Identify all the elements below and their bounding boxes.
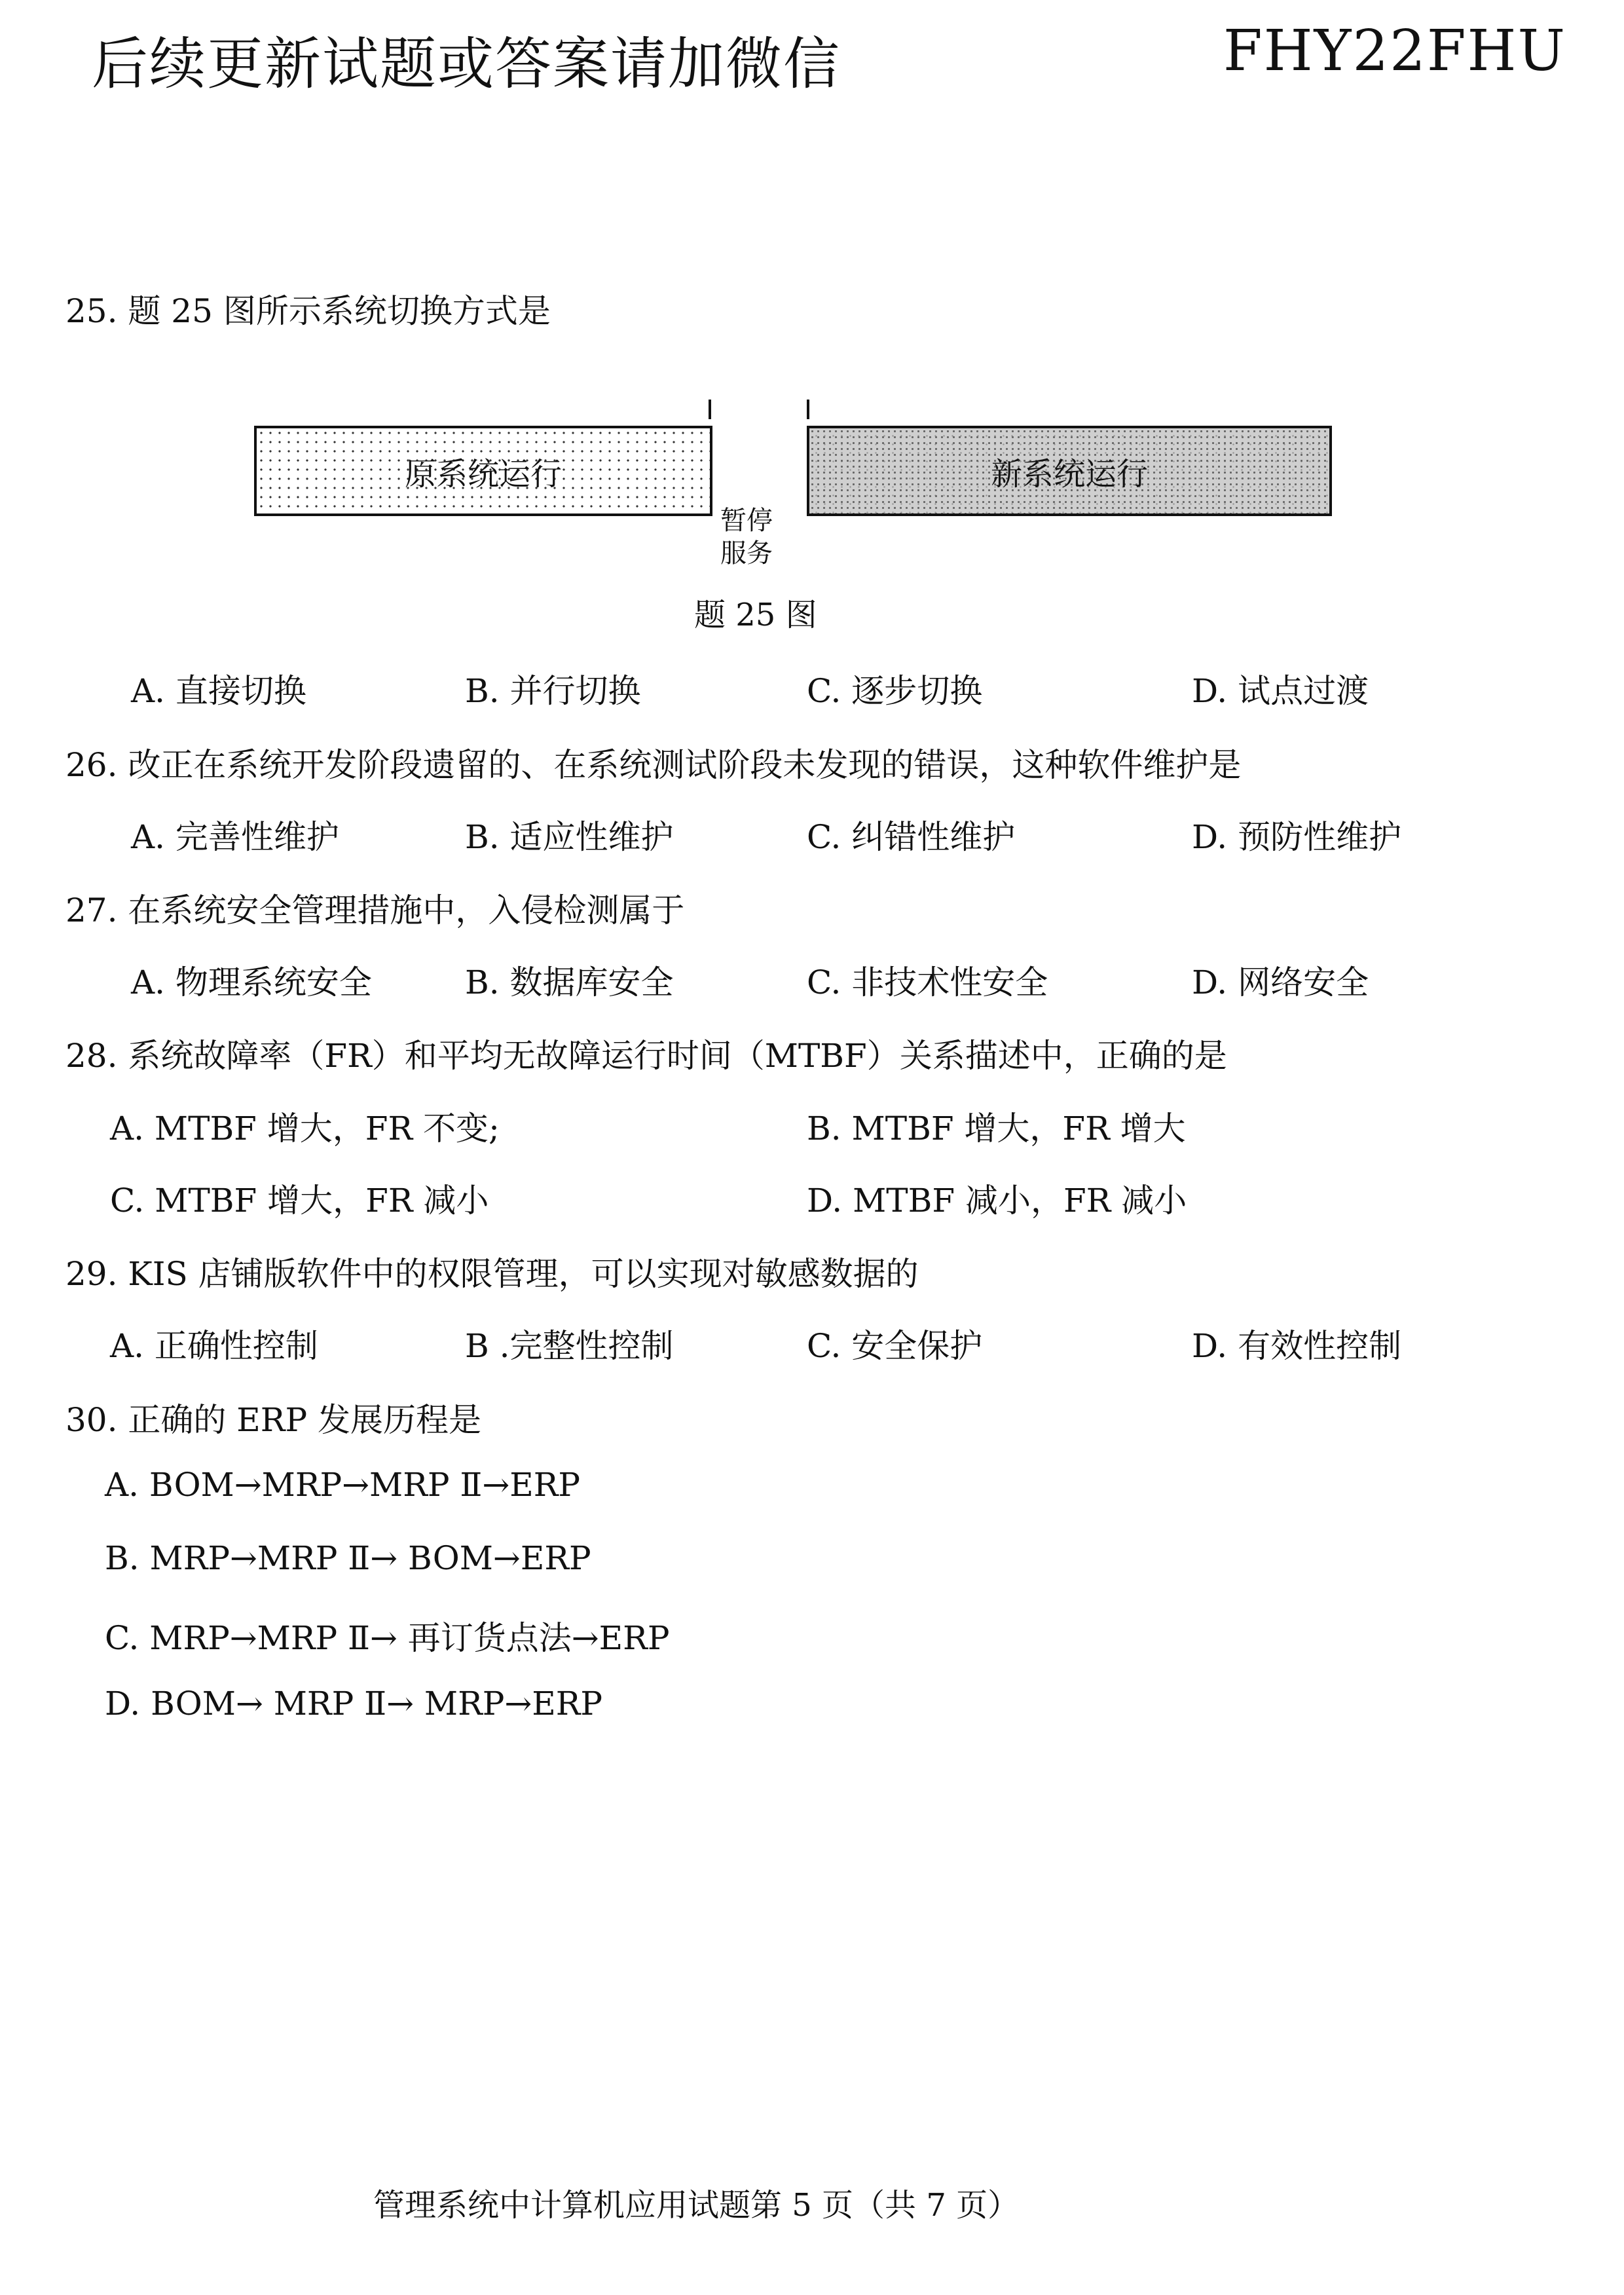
q27-option-d: D. 网络安全 xyxy=(1192,963,1369,1001)
q30-option-c: C. MRP→MRP Ⅱ→ 再订货点法→ERP xyxy=(105,1619,670,1657)
switch-tick-left xyxy=(709,400,711,419)
question-27-stem: 27. 在系统安全管理措施中，入侵检测属于 xyxy=(65,891,685,929)
old-system-box xyxy=(254,426,712,516)
q29-option-b: B .完整性控制 xyxy=(465,1327,674,1365)
question-28-stem: 28. 系统故障率（FR）和平均无故障运行时间（MTBF）关系描述中，正确的是 xyxy=(65,1037,1227,1075)
system-switch-figure xyxy=(249,400,1349,596)
q27-option-a: A. 物理系统安全 xyxy=(131,963,372,1001)
q25-option-a: A. 直接切换 xyxy=(131,672,306,710)
q30-option-b: B. MRP→MRP Ⅱ→ BOM→ERP xyxy=(105,1539,591,1577)
q29-option-c: C. 安全保护 xyxy=(807,1327,983,1365)
banner-text: 后续更新试题或答案请加微信 xyxy=(92,31,841,97)
page-footer: 管理系统中计算机应用试题第 5 页（共 7 页） xyxy=(373,2187,1020,2224)
question-25-stem: 25. 题 25 图所示系统切换方式是 xyxy=(65,292,551,330)
question-29-stem: 29. KIS 店铺版软件中的权限管理，可以实现对敏感数据的 xyxy=(65,1255,919,1293)
q26-option-a: A. 完善性维护 xyxy=(131,818,339,856)
pause-line-2: 服务 xyxy=(720,538,773,569)
q26-option-c: C. 纠错性维护 xyxy=(807,818,1016,856)
question-26-stem: 26. 改正在系统开发阶段遗留的、在系统测试阶段未发现的错误，这种软件维护是 xyxy=(65,746,1242,784)
figure-caption: 题 25 图 xyxy=(694,597,817,633)
new-system-box xyxy=(807,426,1332,516)
banner-code: FHY22FHU xyxy=(1223,18,1567,84)
q29-option-a: A. 正确性控制 xyxy=(110,1327,318,1365)
question-30-stem: 30. 正确的 ERP 发展历程是 xyxy=(65,1401,481,1439)
new-system-label: 新系统运行 xyxy=(990,455,1148,493)
q28-option-d: D. MTBF 减小，FR 减小 xyxy=(807,1182,1187,1220)
pause-line-1: 暂停 xyxy=(720,506,773,536)
q30-option-a: A. BOM→MRP→MRP Ⅱ→ERP xyxy=(105,1466,581,1504)
q28-option-a: A. MTBF 增大，FR 不变; xyxy=(110,1110,500,1148)
q26-option-d: D. 预防性维护 xyxy=(1192,818,1402,856)
q27-option-c: C. 非技术性安全 xyxy=(807,963,1048,1001)
q25-option-c: C. 逐步切换 xyxy=(807,672,983,710)
q27-option-b: B. 数据库安全 xyxy=(465,963,674,1001)
q29-option-d: D. 有效性控制 xyxy=(1192,1327,1402,1365)
q25-option-b: B. 并行切换 xyxy=(465,672,641,710)
old-system-label: 原系统运行 xyxy=(404,455,562,493)
q30-option-d: D. BOM→ MRP Ⅱ→ MRP→ERP xyxy=(105,1685,603,1723)
q25-option-d: D. 试点过渡 xyxy=(1192,672,1369,710)
q28-option-b: B. MTBF 增大，FR 增大 xyxy=(807,1110,1186,1148)
q26-option-b: B. 适应性维护 xyxy=(465,818,674,856)
q28-option-c: C. MTBF 增大，FR 减小 xyxy=(110,1182,489,1220)
pause-service-label xyxy=(720,504,773,570)
switch-tick-right xyxy=(807,400,809,419)
